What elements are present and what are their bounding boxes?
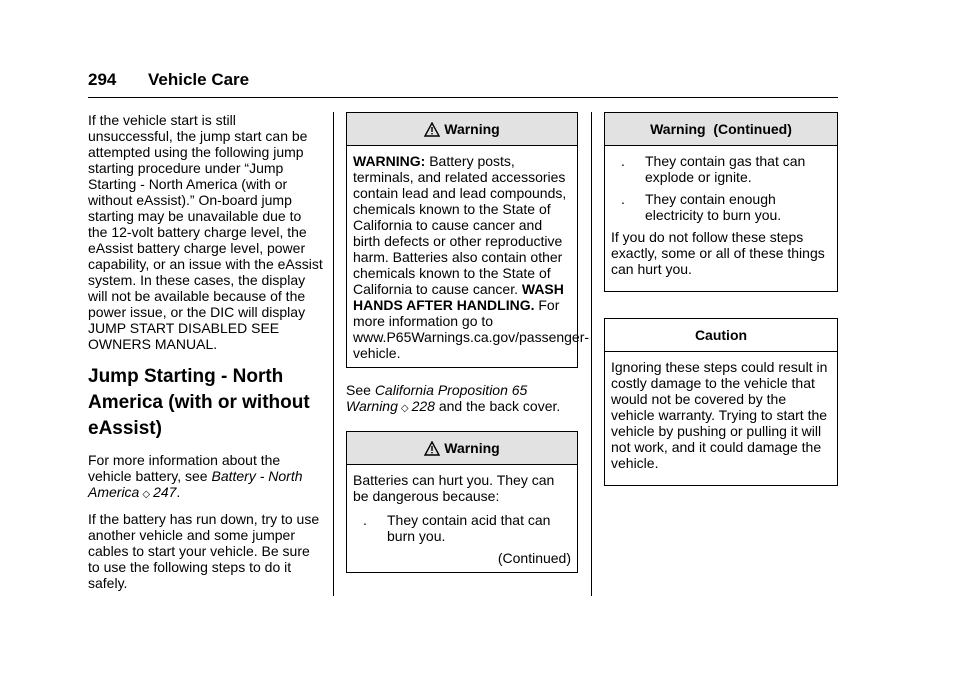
column-divider: [591, 112, 592, 596]
caution-box-header: [605, 319, 837, 352]
page-header: [88, 70, 838, 98]
warning-box-header: [347, 432, 577, 465]
bullet-dot-icon: .: [363, 512, 367, 528]
warning-box-battery: [346, 431, 578, 573]
warning-text: Batteries can hurt you. They can be dangerous because:: [353, 472, 555, 504]
list-item: [611, 153, 831, 185]
caution-title: Caution: [694, 327, 748, 343]
list-item-text: They contain acid that can burn you.: [387, 512, 551, 544]
page-number: 294: [88, 70, 117, 89]
warning-box-header: [347, 113, 577, 146]
battery-info-paragraph: [88, 452, 324, 503]
page-reference-arrow-icon: ◇: [142, 489, 151, 500]
warning-title: Warning: [444, 121, 500, 137]
list-item-text: They contain enough electricity to burn you.: [645, 191, 782, 223]
bullet-dot-icon: .: [621, 153, 625, 169]
battery-link[interactable]: Battery - North America: [88, 468, 303, 500]
warning-text-b: For more information go to www.P65Warnings.ca.gov/passenger-vehicle.: [353, 297, 590, 361]
section-title: Vehicle Care: [148, 70, 250, 89]
battery-info-suffix: .: [176, 484, 181, 500]
column-divider: [333, 112, 334, 596]
warning-box-body: [347, 465, 577, 572]
warning-text-a: Battery posts, terminals, and related accessories contain lead and lead compounds, chemicals known to the State of California to cause cancer and birth defects or other reproductive harm. Batteries also contain other chemicals known to the State of California to cause cancer.: [353, 153, 567, 297]
warning-title: Warning: [444, 440, 500, 456]
warning-text: If you do not follow these steps exactly, some or all of these things can hurt you.: [611, 229, 825, 277]
caution-box-body: [605, 352, 837, 485]
jump-starting-heading: Jump Starting - North America (with or without eAssist): [88, 366, 310, 439]
list-item: [353, 512, 571, 544]
column-1: [88, 112, 324, 599]
caution-box: [604, 318, 838, 486]
prop65-link[interactable]: California Proposition 65 Warning: [346, 382, 528, 414]
wash-hands-notice: WASH HANDS AFTER HANDLING.: [353, 281, 564, 313]
intro-paragraph: If the vehicle start is still unsuccessful, the jump start can be attempted using the following jump starting procedure under “Jump Starting - North America (with or without eAssist).” On-board jump starting may be unavailable due to the 12-volt battery charge level, the eAssist battery charge level, power capability, or an issue with the eAssist system. In these cases, the display will not be available because of the power issue, or the DIC will display JUMP START DISABLED SEE OWNERS MANUAL.: [88, 112, 323, 352]
column-3: [604, 112, 838, 500]
column-2: [346, 112, 590, 587]
warning-box-body: [347, 146, 590, 367]
caution-text: Ignoring these steps could result in costly damage to the vehicle that would not be covered by the vehicle warranty. Trying to start the vehicle by pushing or pulling it will not work, and it could damage the vehicle.: [611, 359, 828, 471]
battery-page-ref[interactable]: 247: [153, 484, 177, 500]
see-prefix: See: [346, 382, 375, 398]
list-item-text: They contain gas that can explode or ignite.: [645, 153, 806, 185]
warning-triangle-icon: [424, 441, 440, 456]
warning-box-lead: [346, 112, 590, 368]
list-item: [611, 191, 831, 223]
header-divider: [88, 97, 838, 98]
warning-title: Warning (Continued): [650, 121, 792, 137]
continued-label: (Continued): [497, 550, 571, 566]
run-down-paragraph: If the battery has run down, try to use another vehicle and some jumper cables to start your vehicle. Be sure to use the following steps to do it safely.: [88, 511, 320, 591]
see-paragraph: [346, 382, 578, 417]
prop65-page-ref[interactable]: 228: [411, 398, 435, 414]
warning-label: WARNING:: [353, 153, 426, 169]
warning-continued-box: [604, 112, 838, 292]
battery-info-prefix: For more information about the vehicle battery, see: [88, 452, 281, 484]
bullet-dot-icon: .: [621, 191, 625, 207]
warning-box-header: [605, 113, 837, 146]
warning-box-body: [605, 146, 837, 291]
warning-triangle-icon: [424, 122, 440, 137]
see-suffix: and the back cover.: [434, 398, 561, 414]
page-reference-arrow-icon: ◇: [400, 403, 409, 414]
